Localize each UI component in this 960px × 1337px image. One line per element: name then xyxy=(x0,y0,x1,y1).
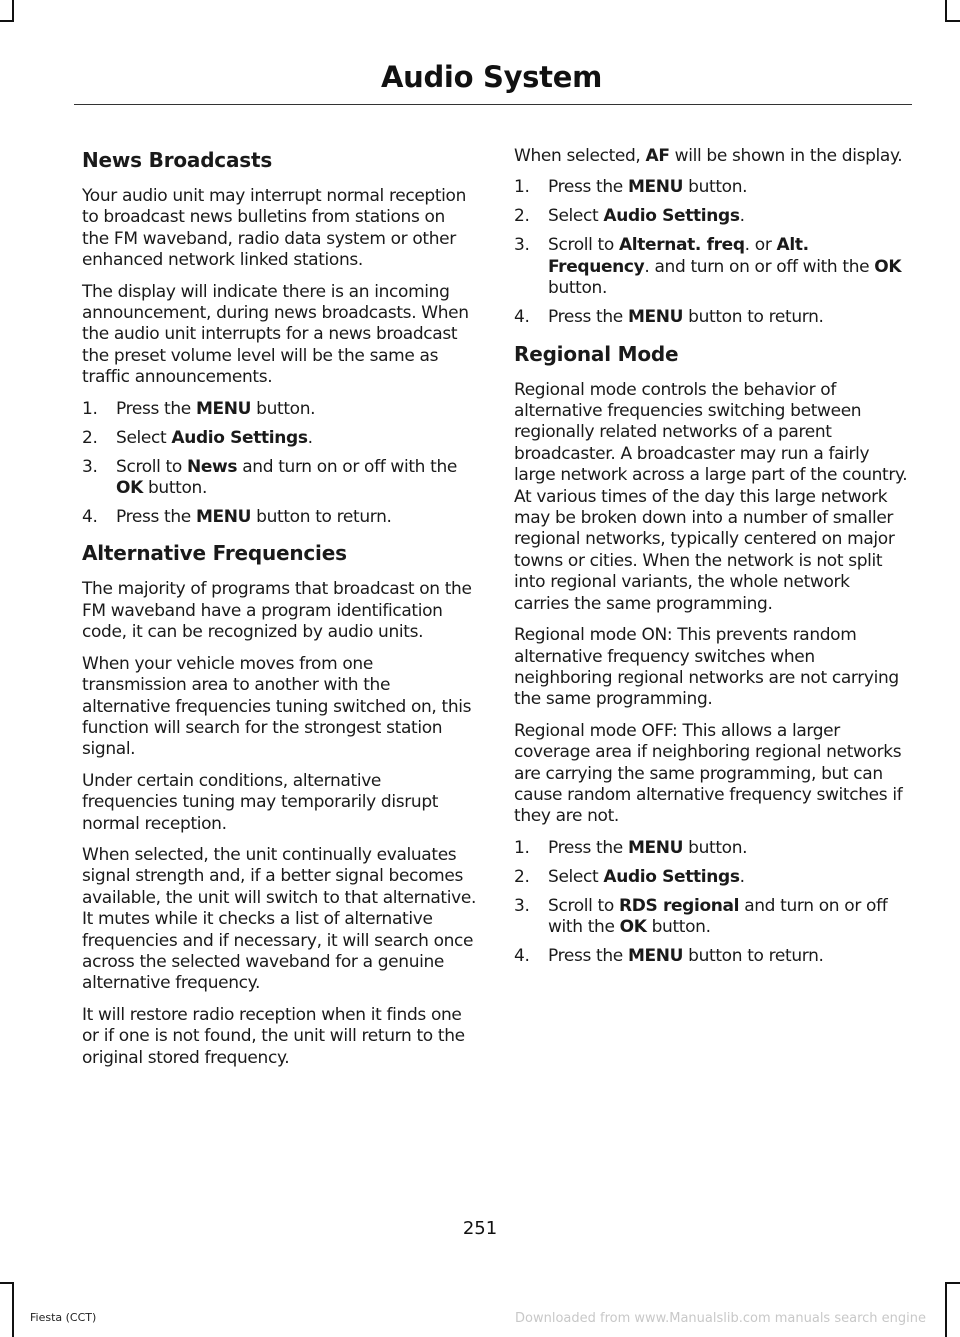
step-text: . xyxy=(307,427,313,448)
step-text: and turn on or off with the xyxy=(548,895,888,938)
regional-mode-heading: Regional Mode xyxy=(514,341,679,366)
paragraph: It will restore radio reception when it finds one or if one is not found, the unit will return to the original stored frequency. xyxy=(82,1004,465,1068)
paragraph: Regional mode ON: This prevents random alternative frequency switches when neighboring regional networks are not carrying the same programming. xyxy=(514,625,899,710)
list-item xyxy=(82,399,476,420)
step-number: 1. xyxy=(82,398,98,419)
menu-label: Audio Settings xyxy=(171,427,308,448)
text: will be shown in the display. xyxy=(669,146,903,166)
step-text: button to return. xyxy=(683,307,824,328)
list-item xyxy=(514,307,908,328)
crop-mark xyxy=(945,0,947,22)
menu-label: MENU xyxy=(627,837,684,858)
list-item xyxy=(82,457,476,500)
step-number: 2. xyxy=(82,427,98,448)
step-text: Select xyxy=(116,427,172,448)
crop-mark xyxy=(0,20,14,22)
list-item xyxy=(82,428,476,449)
af-steps-list xyxy=(514,177,908,328)
step-number: 2. xyxy=(514,206,530,227)
step-text: Press the xyxy=(116,398,196,419)
list-item xyxy=(514,867,908,888)
step-text: button. xyxy=(683,837,748,858)
step-text: . and turn on or off with the xyxy=(644,256,875,277)
paragraph: The majority of programs that broadcast on the FM waveband have a program identification code, it can be recognized by audio units. xyxy=(82,579,472,643)
page-number: 251 xyxy=(462,1218,498,1239)
alternative-frequencies-heading: Alternative Frequencies xyxy=(82,541,347,566)
menu-label: News xyxy=(186,456,238,477)
crop-mark xyxy=(945,1282,960,1284)
paragraph xyxy=(514,146,908,167)
list-item xyxy=(514,838,908,859)
text: When selected, xyxy=(514,146,646,166)
left-column xyxy=(82,142,476,1079)
step-number: 4. xyxy=(82,507,98,528)
step-text: . xyxy=(739,866,745,887)
step-text: Scroll to xyxy=(116,456,187,477)
menu-label: MENU xyxy=(627,177,684,198)
step-text: Select xyxy=(548,206,604,227)
button-label: OK xyxy=(874,256,902,277)
regional-steps-list xyxy=(514,838,908,968)
step-number: 2. xyxy=(514,866,530,887)
step-text: button. xyxy=(142,478,208,499)
crop-mark xyxy=(12,0,14,22)
menu-label: Alt. Frequency xyxy=(548,235,809,277)
crop-mark xyxy=(945,20,960,22)
paragraph: The display will indicate there is an incoming announcement, during news broadcasts. When the audio unit interrupts for a news broadcast the preset volume level will be the same as traffic announcements. xyxy=(82,281,469,388)
step-number: 4. xyxy=(514,946,530,967)
button-label: OK xyxy=(116,478,143,499)
button-label: OK xyxy=(619,917,647,938)
step-text: Scroll to xyxy=(548,235,619,256)
step-text: button to return. xyxy=(251,507,392,528)
list-item xyxy=(514,206,908,227)
paragraph: When your vehicle moves from one transmission area to another with the alternative frequencies tuning switched on, this function will search for the strongest station signal. xyxy=(82,653,472,760)
menu-label: Alternat. freq xyxy=(618,235,745,256)
footer-watermark: Downloaded from www.Manualslib.com manuals search engine xyxy=(515,1311,926,1326)
step-text: button. xyxy=(683,177,748,198)
paragraph: Regional mode OFF: This allows a larger coverage area if neighboring regional networks are carrying the same programming, but can cause random alternative frequency switches if they are not. xyxy=(514,720,903,827)
step-text: Select xyxy=(548,866,604,887)
page-title: Audio System xyxy=(380,60,602,94)
step-text: . xyxy=(739,206,745,227)
step-text: Press the xyxy=(548,177,628,198)
step-number: 3. xyxy=(514,895,530,916)
step-number: 1. xyxy=(514,177,530,198)
step-number: 3. xyxy=(514,235,530,256)
step-text: Press the xyxy=(548,946,628,967)
step-text: button. xyxy=(646,917,711,938)
step-text: Press the xyxy=(548,837,628,858)
paragraph: Regional mode controls the behavior of alternative frequencies switching between regionally related networks of a parent broadcaster. A broadcaster may run a fairly large network across a large part of the country. At various times of the day this large network may be broken down into a number of smaller regional networks, typically centered on major towns or cities. When the network is not split into regional variants, the whole network carries the same programming. xyxy=(514,379,908,614)
step-text: button. xyxy=(548,278,608,299)
step-text: . or xyxy=(744,235,777,256)
list-item xyxy=(514,235,908,299)
crop-mark xyxy=(12,1282,14,1337)
step-number: 1. xyxy=(514,837,530,858)
paragraph: Your audio unit may interrupt normal reception to broadcast news bulletins from stations on the FM waveband, radio data system or other enhanced network linked stations. xyxy=(82,186,467,271)
step-number: 3. xyxy=(82,456,98,477)
step-text: Scroll to xyxy=(548,895,619,916)
list-item xyxy=(514,177,908,198)
header-divider xyxy=(74,104,912,105)
step-number: 4. xyxy=(514,307,530,328)
list-item xyxy=(82,507,476,528)
menu-label: MENU xyxy=(627,946,684,967)
menu-label: MENU xyxy=(195,507,252,528)
news-broadcasts-heading: News Broadcasts xyxy=(82,148,273,172)
step-text: button. xyxy=(251,398,316,419)
list-item xyxy=(514,896,908,939)
menu-label: Audio Settings xyxy=(603,866,740,887)
crop-mark xyxy=(945,1282,947,1337)
menu-label: MENU xyxy=(627,307,684,328)
paragraph: When selected, the unit continually evaluates signal strength and, if a better signal becomes available, the unit will switch to that alternative. It mutes while it checks a list of alternative frequencies and if necessary, it will search once across the selected waveband for a genuine alternative frequency. xyxy=(82,844,476,994)
footer-model: Fiesta (CCT) xyxy=(30,1311,97,1324)
menu-label: RDS regional xyxy=(618,895,740,916)
step-text: button to return. xyxy=(683,946,824,967)
step-text: Press the xyxy=(548,307,628,328)
menu-label: MENU xyxy=(195,398,252,419)
list-item xyxy=(514,946,908,967)
af-label: AF xyxy=(645,146,670,166)
right-column xyxy=(514,142,908,980)
step-text: and turn on or off with the xyxy=(237,456,457,477)
menu-label: Audio Settings xyxy=(603,206,740,227)
news-steps-list xyxy=(82,399,476,529)
crop-mark xyxy=(0,1282,14,1284)
paragraph: Under certain conditions, alternative frequencies tuning may temporarily disrupt normal reception. xyxy=(82,770,439,834)
step-text: Press the xyxy=(116,507,196,528)
